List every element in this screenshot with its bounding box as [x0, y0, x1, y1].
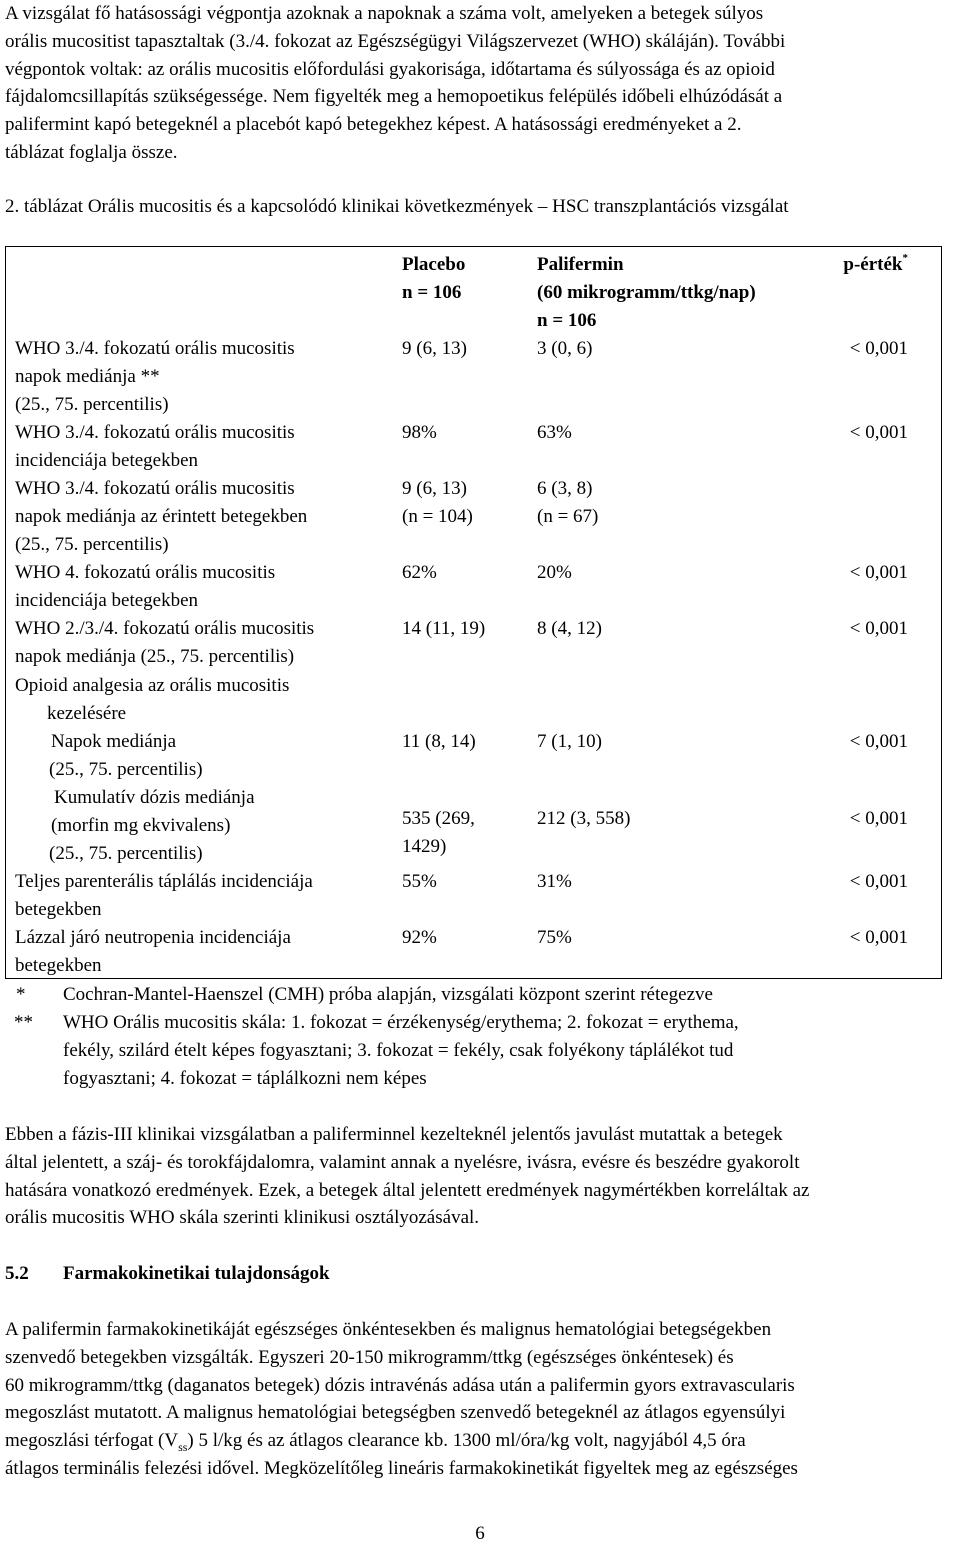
opioid-days-line: (25., 75. percentilis) — [49, 758, 203, 780]
row-label-line: (25., 75. percentilis) — [15, 393, 169, 415]
header-placebo-title: Placebo — [402, 254, 466, 275]
opioid-heading — [15, 672, 387, 728]
header-palifermin — [537, 251, 817, 334]
opioid-days-label — [49, 728, 389, 784]
palifermin-value: 63% — [537, 422, 572, 443]
table-row-label — [15, 335, 387, 418]
opioid-days-line: Napok mediánja — [51, 731, 177, 752]
text-line: orális mucositis WHO skála szerinti klinikusi osztályozásával. — [5, 1207, 480, 1229]
header-p-value-mark: * — [902, 251, 908, 264]
p-value: < 0,001 — [849, 871, 908, 892]
text-line: orális mucositist tapasztaltak (3./4. fokozat az Egészségügyi Világszervezet (WHO) skáláján). További — [5, 30, 786, 52]
row-label-line: betegekben — [15, 898, 102, 920]
text-line: táblázat foglalja össze. — [5, 141, 178, 163]
opioid-dose-palifermin: 212 (3, 558) — [537, 808, 631, 829]
text-line: hatására vonatkozó eredmények. Ezek, a betegek által jelentett eredmények nagymértékben korreláltak az — [5, 1179, 810, 1201]
footnote-mark: * — [16, 984, 26, 1005]
opioid-dose-line: Kumulatív dózis mediánja — [54, 787, 255, 808]
opioid-days-p-value: < 0,001 — [849, 731, 908, 752]
row-label-line: Teljes parenterális táplálás incidenciája — [15, 871, 313, 892]
section-title: Farmakokinetikai tulajdonságok — [63, 1263, 330, 1284]
row-label-line: (25., 75. percentilis) — [15, 533, 169, 555]
intro-paragraph — [5, 0, 955, 167]
text-fragment: ) 5 l/kg és az átlagos clearance kb. 1300 ml/óra/kg volt, nagyjából 4,5 óra — [187, 1430, 746, 1452]
text-line: fájdalomcsillapítás szükségessége. Nem figyelték meg a hemopoetikus felépülés időbeli elhúzódását a — [5, 86, 783, 108]
opioid-dose-p-value: < 0,001 — [849, 808, 908, 829]
text-line: Ebben a fázis-III klinikai vizsgálatban a paliferminnel kezelteknél jelentős javulást mutattak a betegek — [5, 1124, 783, 1145]
p-value: < 0,001 — [849, 618, 908, 639]
palifermin-value: 8 (4, 12) — [537, 618, 602, 639]
row-label-line: WHO 3./4. fokozatú orális mucositis — [15, 338, 295, 359]
table-caption: 2. táblázat Orális mucositis és a kapcsolódó klinikai következmények – HSC transzplantációs vizsgálat — [5, 196, 789, 217]
opioid-dose-placebo-line: 535 (269, — [402, 808, 475, 829]
placebo-value-line: 9 (6, 13) — [402, 478, 467, 499]
opioid-days-palifermin: 7 (1, 10) — [537, 731, 602, 752]
text-line: palifermint kapó betegeknél a placebót kapó betegekhez képest. A hatásossági eredményeket a 2. — [5, 114, 742, 136]
table-row-label — [15, 475, 387, 558]
opioid-dose-line: (25., 75. percentilis) — [49, 842, 203, 864]
text-line: által jelentett, a száj- és torokfájdalomra, valamint annak a nyelésre, ivásra, evésre és beszédre gyakorolt — [5, 1151, 800, 1173]
row-label-line: incidenciája betegekben — [15, 589, 199, 611]
header-palifermin-n: n = 106 — [537, 309, 597, 331]
opioid-dose-placebo — [402, 805, 522, 861]
row-label-line: WHO 3./4. fokozatú orális mucositis — [15, 478, 295, 499]
section-number: 5.2 — [5, 1263, 29, 1284]
p-value: < 0,001 — [849, 422, 908, 443]
header-p-value — [808, 251, 908, 279]
p-value: < 0,001 — [849, 927, 908, 948]
footnote-line: fogyasztani; 4. fokozat = táplálkozni nem képes — [63, 1067, 427, 1089]
text-line: A vizsgálat fő hatásossági végpontja azoknak a napoknak a száma volt, amelyeken a betegek súlyos — [5, 3, 764, 24]
p-value: < 0,001 — [849, 338, 908, 359]
header-placebo-n: n = 106 — [402, 281, 462, 303]
opioid-heading-line: Opioid analgesia az orális mucositis — [15, 675, 290, 696]
row-label-line: betegekben — [15, 954, 102, 976]
palifermin-value-line: (n = 67) — [537, 505, 599, 527]
footnote-line: WHO Orális mucositis skála: 1. fokozat = érzékenység/erythema; 2. fokozat = erythema, — [63, 1012, 739, 1033]
phase3-paragraph — [5, 1121, 955, 1232]
palifermin-value-line: 6 (3, 8) — [537, 478, 593, 499]
opioid-days-placebo: 11 (8, 14) — [402, 731, 476, 752]
table-row-label — [15, 868, 387, 924]
row-label-line: WHO 3./4. fokozatú orális mucositis — [15, 422, 295, 443]
placebo-value: 55% — [402, 871, 437, 892]
row-label-line: WHO 2./3./4. fokozatú orális mucositis — [15, 618, 315, 639]
placebo-value: 92% — [402, 927, 437, 948]
footnote-line: fekély, szilárd ételt képes fogyasztani; 3. fokozat = fekély, csak folyékony táplálékot tud — [63, 1039, 734, 1061]
text-fragment: megoszlási térfogat (V — [5, 1430, 179, 1452]
opioid-dose-placebo-line: 1429) — [402, 835, 447, 857]
placebo-value — [402, 475, 522, 531]
table-row-label — [15, 924, 387, 980]
header-p-value-label: p-érték — [843, 254, 903, 275]
footnote-text: Cochran-Mantel-Haenszel (CMH) próba alapján, vizsgálati központ szerint rétegezve — [63, 984, 713, 1005]
opioid-dose-line: (morfin mg ekvivalens) — [51, 814, 231, 836]
text-line: A palifermin farmakokinetikáját egészséges önkéntesekben és malignus hematológiai betegségekben — [5, 1319, 772, 1340]
palifermin-value: 31% — [537, 871, 572, 892]
text-line: megoszlást mutatott. A malignus hematológiai betegségben szenvedő betegeknél az átlagos egyensúlyi — [5, 1402, 786, 1424]
subscript: ss — [178, 1439, 188, 1454]
footnote-text — [63, 1009, 923, 1092]
page-number: 6 — [475, 1523, 485, 1544]
table-row-label — [15, 615, 387, 671]
header-palifermin-title: Palifermin — [537, 254, 624, 275]
row-label-line: WHO 4. fokozatú orális mucositis — [15, 562, 276, 583]
opioid-heading-line: kezelésére — [47, 702, 127, 724]
placebo-value: 9 (6, 13) — [402, 338, 467, 359]
row-label-line: napok mediánja ** — [15, 365, 160, 387]
palifermin-value: 20% — [537, 562, 572, 583]
text-line: átlagos terminális felezési idővel. Megközelítőleg lineáris farmakokinetikát figyeltek meg az egészséges — [5, 1457, 798, 1479]
pk-paragraph — [5, 1316, 955, 1483]
text-line — [5, 1427, 955, 1455]
text-line: végpontok voltak: az orális mucositis előfordulási gyakorisága, időtartama és súlyossága és az opioid — [5, 58, 775, 80]
row-label-line: napok mediánja az érintett betegekben — [15, 505, 308, 527]
footnote-mark: ** — [14, 1012, 33, 1033]
table-row-label — [15, 419, 387, 475]
palifermin-value: 3 (0, 6) — [537, 338, 593, 359]
text-line: szenvedő betegekben vizsgálták. Egyszeri 20-150 mikrogramm/ttkg (egészséges önkéntesek) és — [5, 1346, 734, 1368]
text-line: 60 mikrogramm/ttkg (daganatos betegek) dózis intravénás adása után a palifermin gyors extravascularis — [5, 1374, 795, 1396]
header-placebo — [402, 251, 522, 307]
placebo-value: 62% — [402, 562, 437, 583]
row-label-line: napok mediánja (25., 75. percentilis) — [15, 645, 295, 667]
placebo-value-line: (n = 104) — [402, 505, 473, 527]
placebo-value: 14 (11, 19) — [402, 618, 486, 639]
palifermin-value — [537, 475, 817, 531]
table-row-label — [15, 559, 387, 615]
row-label-line: incidenciája betegekben — [15, 449, 199, 471]
header-palifermin-dose: (60 mikrogramm/ttkg/nap) — [537, 281, 756, 303]
row-label-line: Lázzal járó neutropenia incidenciája — [15, 927, 291, 948]
opioid-dose-label — [49, 784, 389, 867]
placebo-value: 98% — [402, 422, 437, 443]
p-value: < 0,001 — [849, 562, 908, 583]
palifermin-value: 75% — [537, 927, 572, 948]
